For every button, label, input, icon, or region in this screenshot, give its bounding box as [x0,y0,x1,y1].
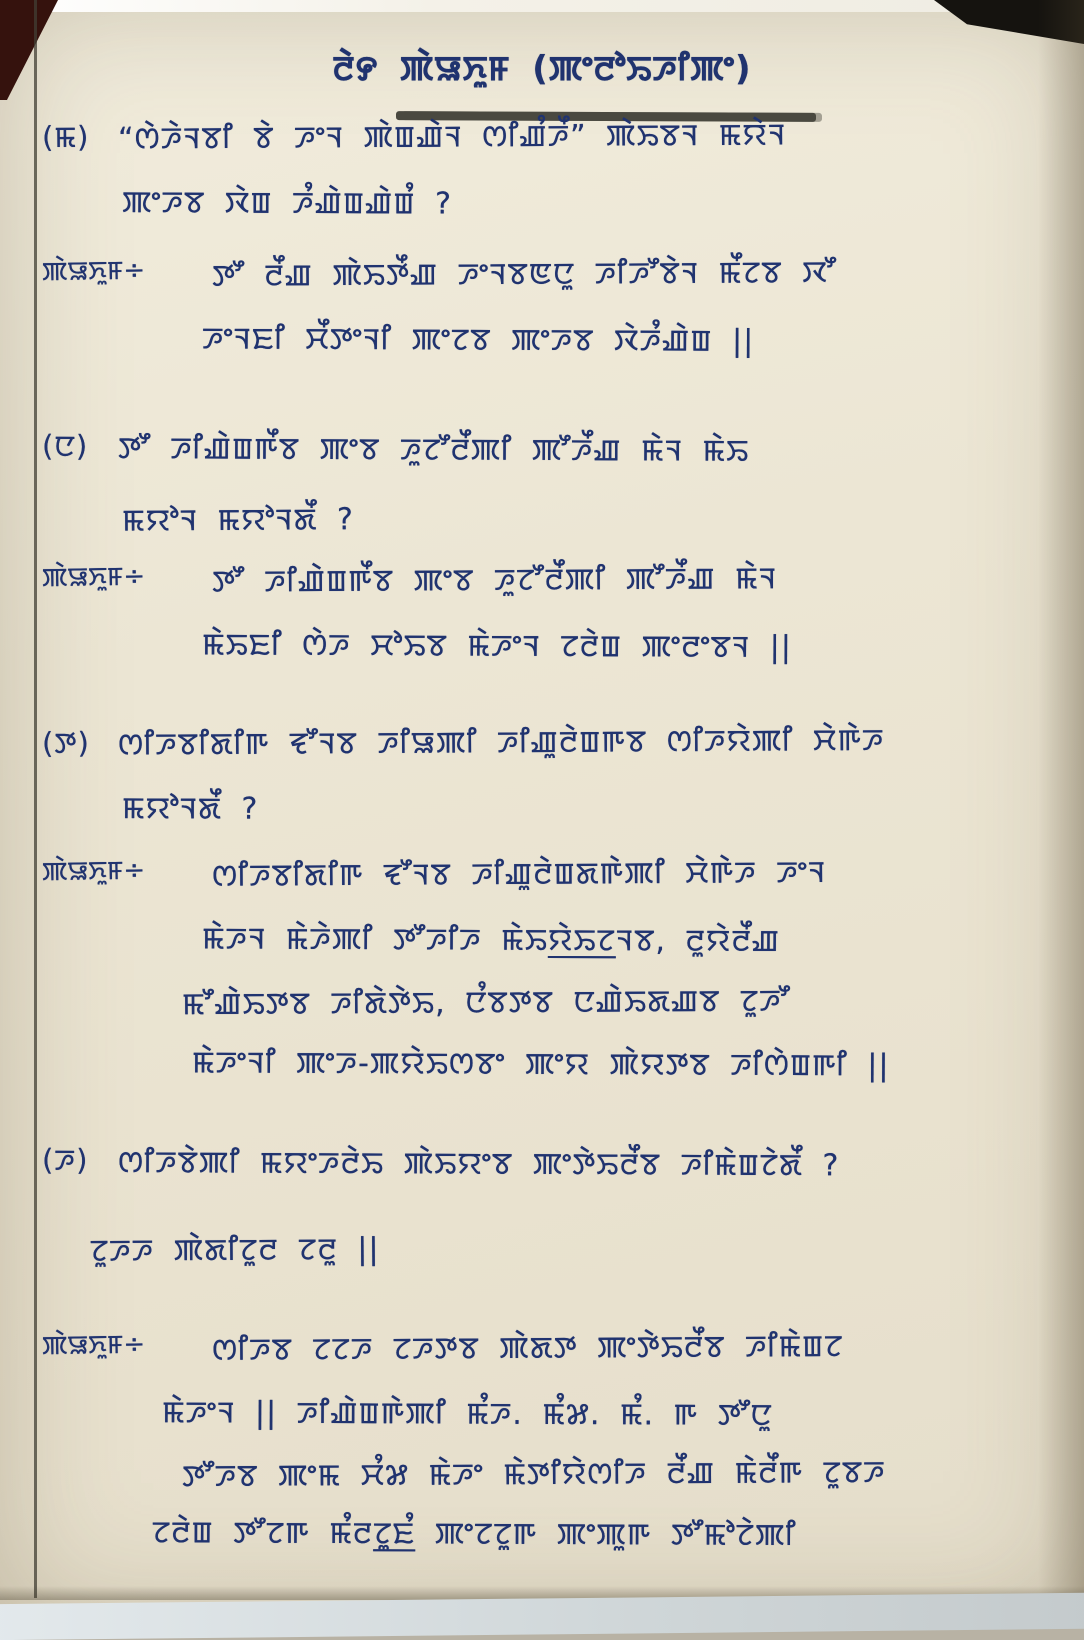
answer-1-line-1: ꯇꯧ ꯂꯩꯉ ꯄꯥꯢꯇꯩꯉ ꯍꯦꯜꯕꯟꯅꯨ ꯍꯤꯍꯧꯕꯥꯜ ꯃꯩꯖꯕ ꯋꯧ [211,255,837,294]
photo-top-edge [0,0,1084,12]
question-2-label: (ꯅ) [41,428,89,463]
answer-2-marker: ꯄꯥꯎꯈꯨꯝ÷ [42,561,146,594]
question-block-3 [42,720,1058,830]
question-4-line-2: ꯖꯨꯍꯍ ꯄꯥꯗꯤꯖꯨꯂ ꯖꯂꯨ || [89,1232,380,1269]
question-1-label: (ꯃ) [41,119,90,155]
answer-1-line-2: ꯍꯦꯜꯐꯤ ꯆꯩꯇꯦꯜꯤ ꯄꯦꯖꯕ ꯄꯦꯍꯕ ꯋꯥꯍꯪꯉꯥꯡ || [201,321,755,359]
answer-3-line-2-underlined-word: ꯌꯥꯢꯖ [547,922,616,959]
question-1-line-2: ꯄꯦꯍꯕ ꯋꯥꯡ ꯍꯪꯉꯥꯡꯉꯥꯡꯪ ? [121,185,452,222]
answer-4-line-3: ꯇꯧꯍꯕ ꯄꯦꯃ ꯆꯪ꯷ ꯃꯥꯍꯦ ꯃꯥꯇꯤꯌꯥꯁꯤꯍ ꯂꯩꯉ ꯃꯥꯂꯩꯒ ꯖꯨꯕꯍ [181,1454,886,1495]
question-block-2 [42,428,1058,538]
answer-block-4 [42,1326,1058,1554]
answer-4-line-2: ꯃꯥꯍꯦꯜ || ꯍꯤꯉꯥꯡꯒꯥꯄꯤ ꯃꯪꯍ. ꯃꯪ꯷. ꯃꯪ. ꯒ ꯇꯧꯅꯨ [161,1395,773,1433]
answer-3-line-3: ꯃꯧꯉꯥꯢꯇꯕ ꯍꯤꯗꯥꯇꯥꯢ, ꯅꯪꯕꯇꯕ ꯅꯉꯥꯢꯗꯉꯕ ꯖꯨꯍꯧ [181,983,791,1023]
answer-1-marker: ꯄꯥꯎꯈꯨꯝ÷ [42,255,146,288]
answer-4-line-4-post: ꯄꯦꯖꯖꯨꯒ ꯄꯦꯄꯨꯒ ꯇꯧꯃꯣꯖꯥꯄꯤ [415,1516,797,1554]
question-block-4 [42,1142,1058,1268]
question-1-line-1: “ꯁꯥꯍꯥꯜꯕꯤ ꯕꯥ ꯍꯦꯜ ꯄꯥꯡꯉꯥꯜ ꯁꯤꯉꯪꯍꯩ” ꯄꯥꯢꯕꯜ ꯃꯌꯥꯜ [117,117,787,157]
answer-3-line-2 [42,916,1058,962]
answer-3-line-1: ꯁꯤꯍꯕꯤꯗꯤꯒ ꯓꯧꯜꯕ ꯍꯤꯉꯨꯂꯥꯡꯗꯒꯥꯄꯤ ꯆꯥꯒꯥꯍ ꯍꯦꯜ [211,855,827,894]
answer-block-3 [42,852,1058,1084]
question-4-label: (ꯍ) [41,1142,89,1177]
page-title: ꯂꯥ꯸ ꯄꯥꯎꯈꯨꯝ (ꯄꯦꯂꯣꯢꯍꯤꯄꯦ) [332,49,752,89]
question-2-line-1: ꯇꯧ ꯍꯤꯉꯥꯡꯒꯩꯕ ꯄꯦꯕ ꯍꯨꯖꯧꯂꯩꯄꯤ ꯄꯧꯍꯩꯉ ꯃꯥꯜ ꯃꯥꯢ [117,431,750,469]
answer-4-line-4 [42,1510,1058,1556]
answer-3-line-2-post: ꯜꯕ, ꯂꯨꯌꯥꯂꯩꯉ [615,923,781,960]
answer-3-line-2-pre: ꯃꯥꯍꯜ ꯃꯥꯍꯥꯄꯤ ꯇꯧꯍꯤꯍ ꯃꯥꯢ [201,921,549,958]
question-block-1 [42,114,1058,224]
answer-block-1 [42,252,1058,360]
question-3-label: (ꯇ) [41,725,90,761]
answer-2-line-1: ꯇꯧ ꯍꯤꯉꯥꯡꯒꯩꯕ ꯄꯦꯕ ꯍꯨꯖꯧꯂꯩꯄꯤ ꯄꯧꯍꯩꯉ ꯃꯥꯜ [211,561,778,600]
paper-left-edge-line [34,0,37,1598]
answer-4-marker: ꯄꯥꯎꯈꯨꯝ÷ [42,1329,146,1362]
answer-4-line-4-pre: ꯖꯂꯥꯡ ꯇꯧꯖꯒ ꯃꯪꯂ [151,1515,374,1552]
question-2-line-2: ꯃꯌꯣꯜ ꯃꯌꯣꯜꯗꯩ ? [121,502,354,539]
question-3-line-1: ꯁꯤꯍꯕꯤꯗꯤꯒ ꯓꯧꯜꯕ ꯍꯤꯎꯄꯤ ꯍꯤꯉꯨꯂꯥꯡꯒꯕ ꯁꯤꯍꯌꯥꯄꯤ ꯆꯥꯒꯥꯍ [117,722,885,763]
answer-3-line-4: ꯃꯥꯍꯦꯜꯤ ꯄꯦꯍ-ꯄꯌꯥꯢꯁꯕꯦ ꯄꯦꯌ ꯄꯥꯌꯇꯕ ꯍꯤꯁꯥꯡꯒꯤ || [191,1045,890,1084]
question-4-line-1: ꯁꯤꯍꯕꯥꯄꯤ ꯃꯌꯦꯍꯂꯥꯢ ꯄꯥꯢꯌꯦꯕ ꯄꯦꯇꯥꯢꯂꯩꯕ ꯍꯤꯃꯥꯡꯖꯥꯗꯩ ? [117,1145,840,1184]
answer-2-line-2: ꯃꯥꯢꯐꯤ ꯁꯥꯍ ꯆꯣꯢꯕ ꯃꯥꯍꯦꯜ ꯖꯂꯥꯡ ꯄꯦꯂꯦꯕꯜ || [201,627,793,666]
answer-4-line-4-underlined-word: ꯖꯨꯐꯪ [373,1516,416,1552]
answer-block-2 [42,558,1058,666]
answer-3-marker: ꯄꯥꯎꯈꯨꯝ÷ [42,855,146,888]
question-3-line-2: ꯃꯌꯣꯜꯗꯩ ? [121,791,259,827]
answer-4-line-1: ꯁꯤꯍꯕ ꯖꯖꯍ ꯖꯍꯇꯕ ꯄꯥꯗꯇ ꯄꯦꯇꯥꯢꯂꯩꯕ ꯍꯤꯃꯥꯡꯖ [211,1329,844,1368]
